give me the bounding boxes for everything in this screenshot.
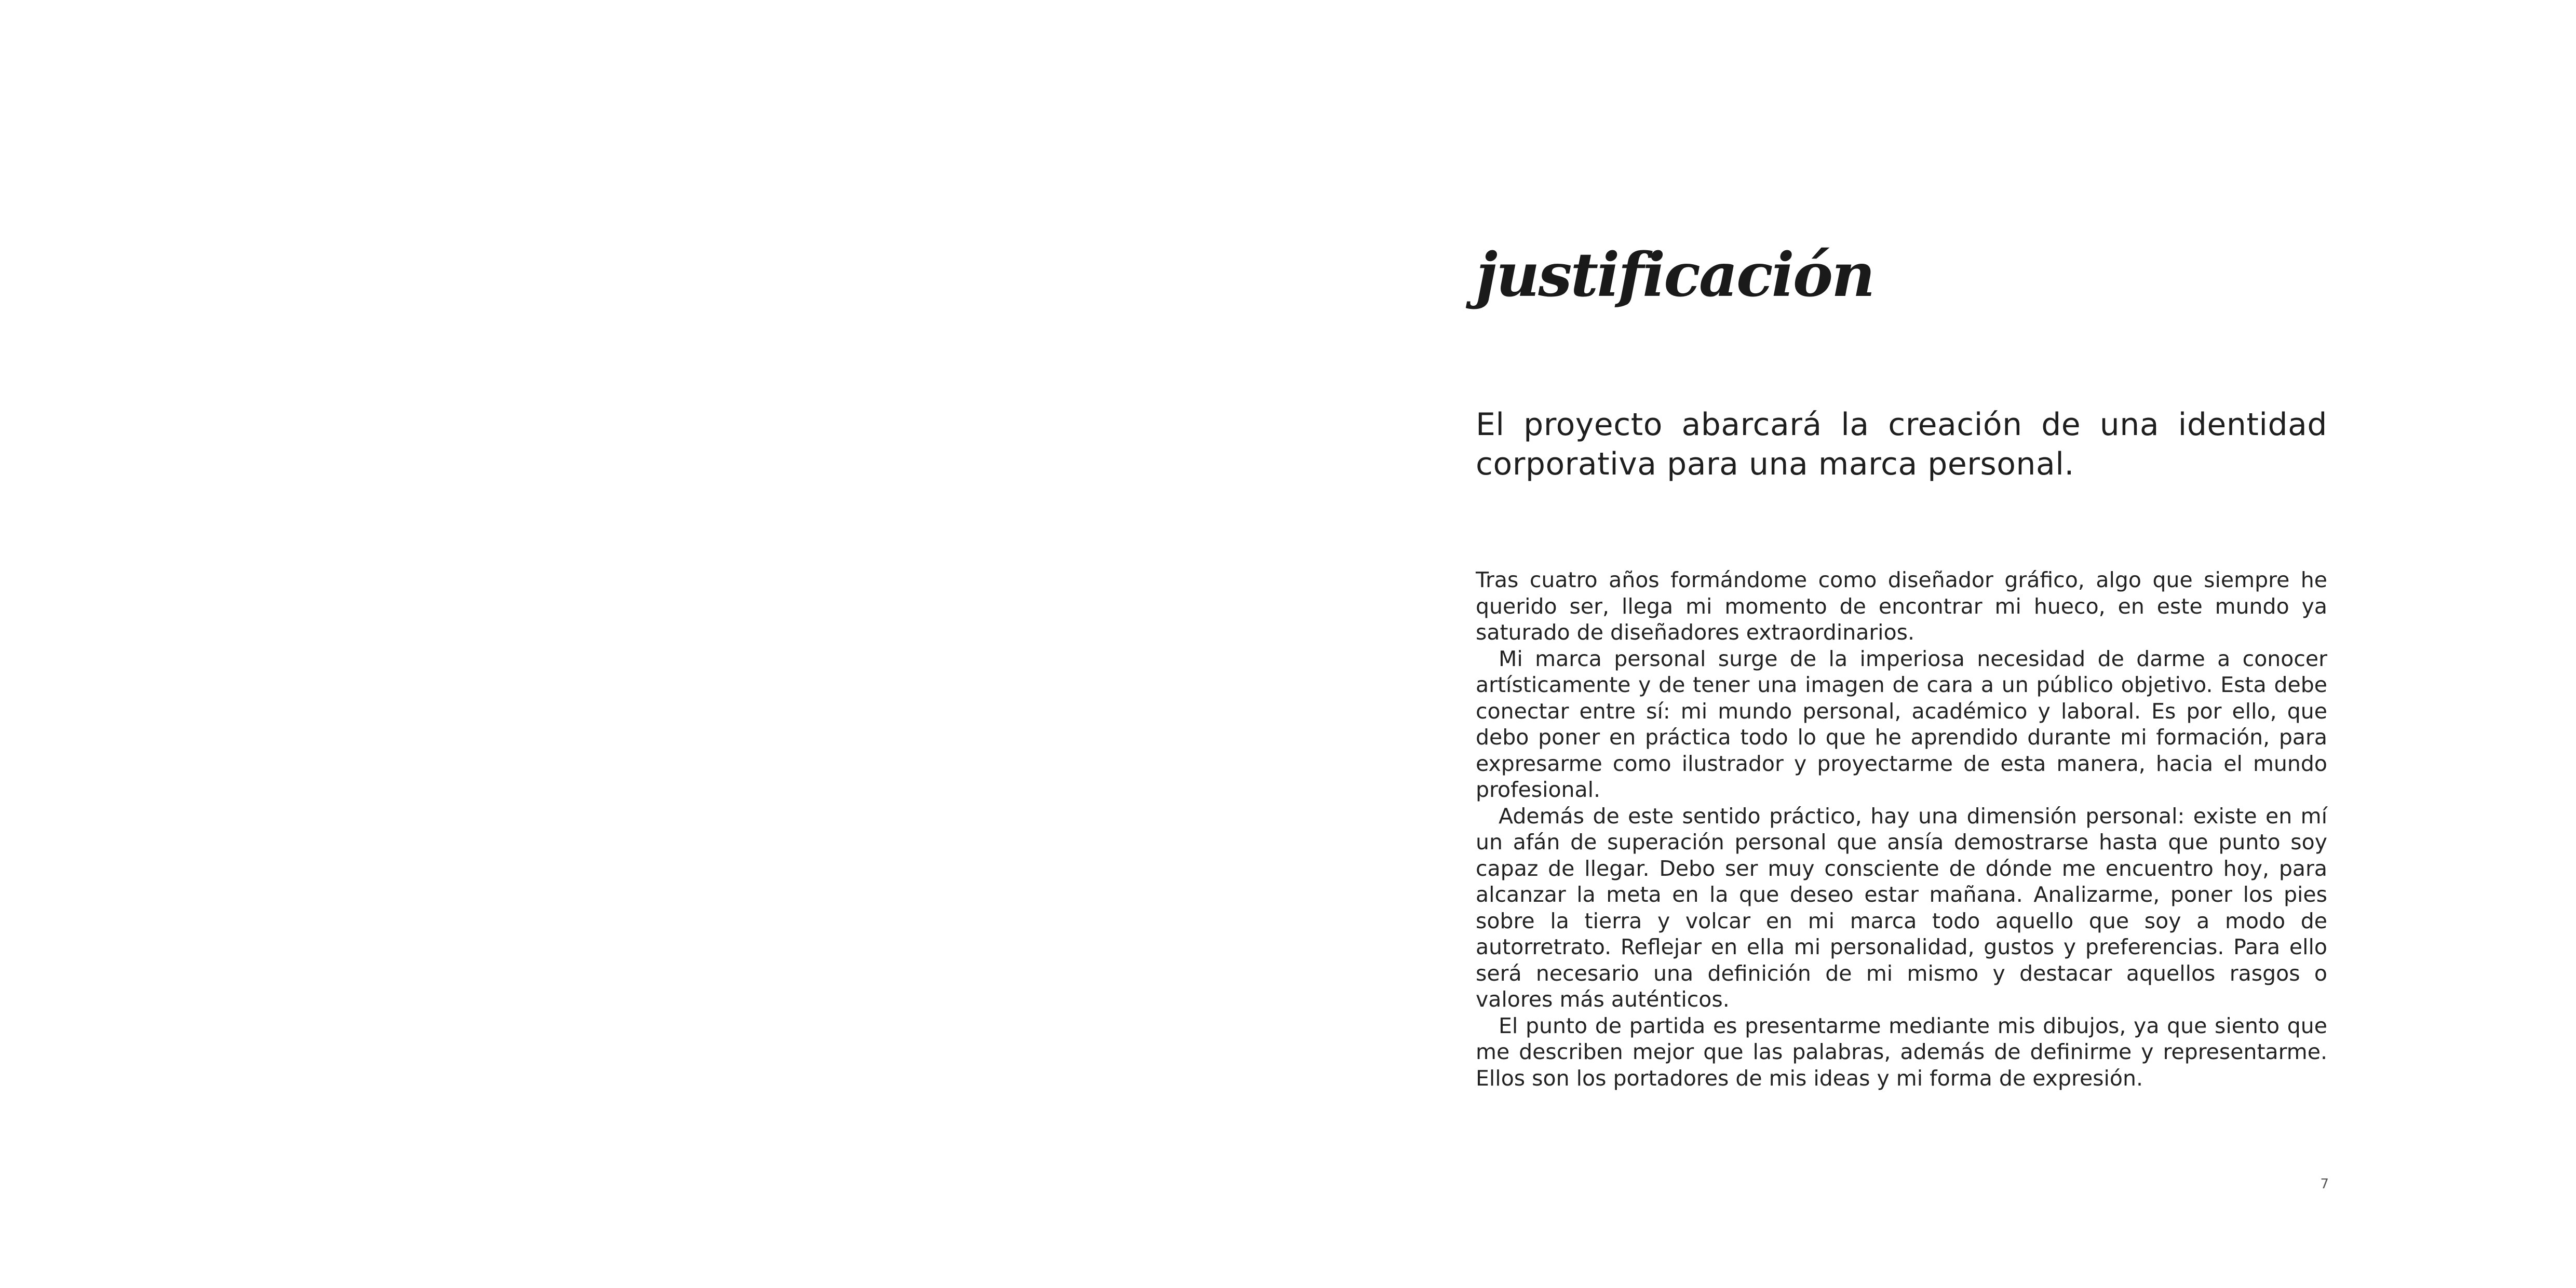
page-number: 7 — [2320, 1176, 2329, 1192]
body-text — [1476, 567, 2327, 1091]
lead-statement: El proyecto abarcará la creación de una identidad corporativa para una marca personal. — [1476, 406, 2327, 482]
paragraph: Además de este sentido práctico, hay una dimensión personal: existe en mí un afán de superación personal que ansía demostrarse hasta que punto soy capaz de llegar. Debo ser muy consciente de dónde me encuentro hoy, para alcanzar la meta en la que deseo estar mañana. Analizarme, poner los pies sobre la tierra y volcar en mi marca todo aquello que soy a modo de autorretrato. Reflejar en ella mi personalidad, gustos y preferencias. Para ello será necesario una definición de mi mismo y destacar aquellos rasgos o valores más auténticos. — [1476, 803, 2327, 1012]
paragraph: Tras cuatro años formándome como diseñador gráfico, algo que siempre he querido ser, llega mi momento de encontrar mi hueco, en este mundo ya saturado de diseñadores extraordinarios. — [1476, 567, 2327, 645]
section-title: justificación — [1476, 240, 1874, 310]
paragraph: Mi marca personal surge de la imperiosa necesidad de darme a conocer artísticamente y de tener una imagen de cara a un público objetivo. Esta debe conectar entre sí: mi mundo personal, académico y laboral. Es por ello, que debo poner en práctica todo lo que he aprendido durante mi formación, para expresarme como ilustrador y proyectarme de esta manera, hacia el mundo profesional. — [1476, 646, 2327, 802]
paragraph: El punto de partida es presentarme mediante mis dibujos, ya que siento que me describen mejor que las palabras, además de definirme y representarme. Ellos son los portadores de mis ideas y mi forma de expresión. — [1476, 1013, 2327, 1091]
right-page — [1288, 0, 2576, 1288]
